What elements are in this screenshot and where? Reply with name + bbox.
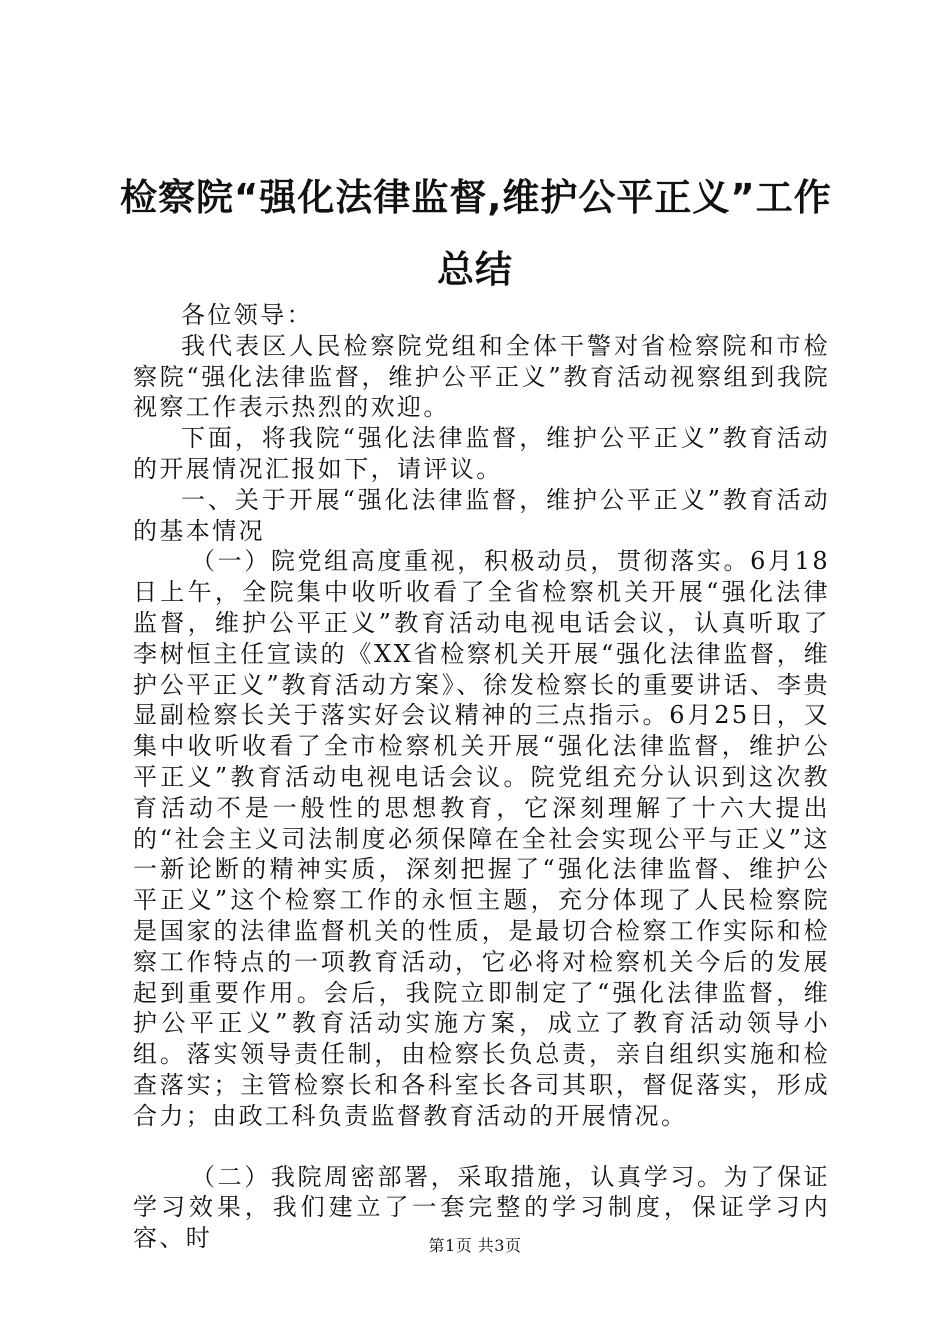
document-title — [120, 162, 830, 306]
paragraph-welcome: 我代表区人民检察院党组和全体干警对省检察院和市检察院“强化法律监督，维护公平正义”教育活动视察组到我院视察工作表示热烈的欢迎。 — [133, 331, 830, 422]
salutation: 各位领导： — [181, 301, 313, 329]
paragraph-intro: 下面，将我院“强化法律监督，维护公平正义”教育活动的开展情况汇报如下，请评议。 — [133, 424, 830, 483]
page-footer: 第1页 共3页 — [428, 1236, 522, 1255]
document-body — [133, 300, 830, 1254]
paragraph-section-1-2: （二）我院周密部署，采取措施，认真学习。为了保证学习效果，我们建立了一套完整的学习制度，保证学习内容、时 — [133, 1162, 830, 1253]
paragraph-section-1-1: （一）院党组高度重视，积极动员，贯彻落实。6月18日上午，全院集中收听收看了全省检察机关开展“强化法律监督，维护公平正义”教育活动电视电话会议，认真听取了李树恒主任宣读的《XX省检察机关开展“强化法律监督，维护公平正义”教育活动方案》、徐发检察长的重要讲话、李贵显副检察长关于落实好会议精神的三点指示。6月25日，又集中收听收看了全市检察机关开展“强化法律监督，维护公平正义”教育活动电视电话会议。院党组充分认识到这次教育活动不是一般性的思想教育，它深刻理解了十六大提出的“社会主义司法制度必须保障在全社会实现公平与正义”这一新论断的精神实质，深刻把握了“强化法律监督、维护公平正义”这个检察工作的永恒主题，充分体现了人民检察院是国家的法律监督机关的性质，是最切合检察工作实际和检察工作特点的一项教育活动，它必将对检察机关今后的发展起到重要作用。会后，我院立即制定了“强化法律监督，维护公平正义”教育活动实施方案，成立了教育活动领导小组。落实领导责任制，由检察长负总责，亲自组织实施和检查落实；主管检察长和各科室长各司其职，督促落实，形成合力；由政工科负责监督教育活动的开展情况。 — [133, 547, 830, 1130]
title-line-1: 检察院“强化法律监督,维护公平正义”工作 — [120, 176, 832, 219]
section-heading-1: 一、关于开展“强化法律监督，维护公平正义”教育活动的基本情况 — [133, 485, 830, 545]
title-line-2: 总结 — [437, 248, 513, 291]
